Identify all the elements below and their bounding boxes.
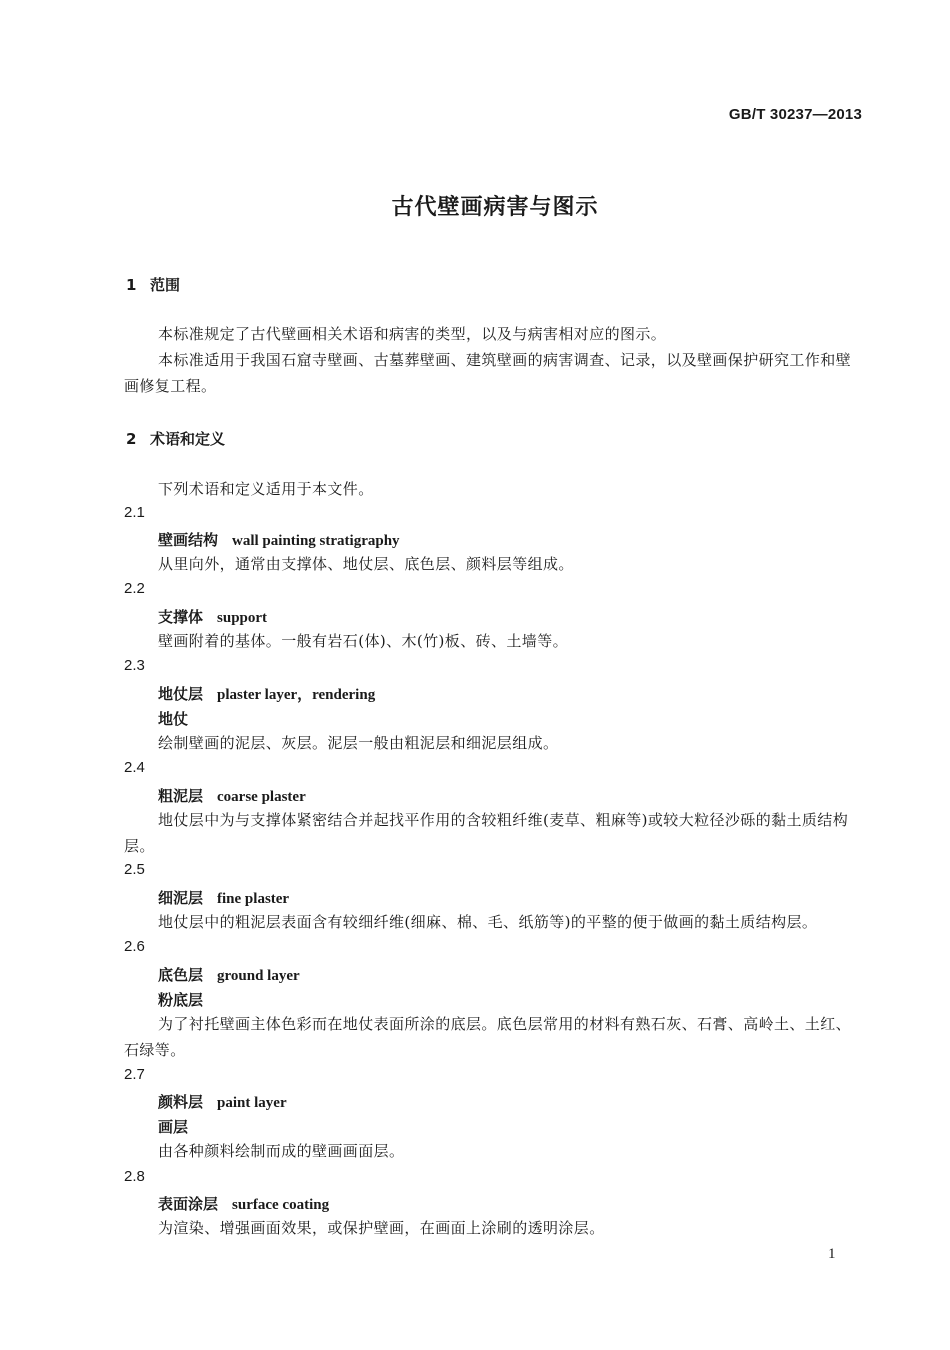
term [158, 529, 400, 550]
definition: 从里向外，通常由支撑体、地仗层、底色层、颜料层等组成。 [158, 555, 574, 573]
section-title: 范围 [150, 276, 181, 294]
section-1-heading [126, 274, 180, 295]
term-en: coarse plaster [217, 789, 306, 805]
term-zh: 支撑体 [158, 608, 204, 626]
definition: 地仗层中为与支撑体紧密结合并起找平作用的含较粗纤维(麦草、粗麻等)或较大粒径沙砾的黏土质结构层。 [124, 811, 849, 855]
term-en: support [217, 610, 268, 626]
definition: 绘制壁画的泥层、灰层。泥层一般由粗泥层和细泥层组成。 [158, 734, 559, 752]
term [158, 964, 300, 985]
term [158, 606, 267, 627]
document-title: 古代壁画病害与图示 [391, 195, 599, 220]
definition: 地仗层中的粗泥层表面含有较细纤维(细麻、棉、毛、纸筋等)的平整的便于做画的黏土质结构层。 [158, 913, 818, 931]
section-2-heading [126, 428, 225, 449]
term [158, 1193, 329, 1214]
term [158, 1091, 287, 1112]
paragraph: 本标准适用于我国石窟寺壁画、古墓葬壁画、建筑壁画的病害调查、记录，以及壁画保护研究工作和壁画修复工程。 [124, 351, 852, 395]
term-zh: 粗泥层 [158, 787, 204, 805]
term-en: plaster layer，rendering [217, 687, 376, 703]
definition: 由各种颜料绘制而成的壁画画面层。 [158, 1142, 405, 1160]
clause-number: 2.6 [124, 938, 145, 955]
clause-number: 2.7 [124, 1066, 145, 1083]
synonym: 地仗 [158, 710, 189, 728]
term-zh: 细泥层 [158, 889, 204, 907]
definition: 为渲染、增强画面效果，或保护壁画，在画面上涂刷的透明涂层。 [158, 1219, 605, 1237]
clause-number: 2.4 [124, 759, 145, 776]
clause-number: 2.8 [124, 1168, 145, 1185]
synonym: 画层 [158, 1118, 189, 1136]
page-number: 1 [828, 1246, 836, 1262]
section-number: 2 [126, 430, 137, 448]
synonym: 粉底层 [158, 991, 204, 1009]
term [158, 683, 375, 704]
term-zh: 表面涂层 [158, 1195, 219, 1213]
section-number: 1 [126, 276, 137, 294]
clause-number: 2.2 [124, 580, 145, 597]
standard-code: GB/T 30237—2013 [728, 106, 862, 123]
term [158, 785, 306, 806]
section-title: 术语和定义 [150, 430, 226, 448]
term-zh: 底色层 [158, 966, 204, 984]
definition: 为了衬托壁画主体色彩而在地仗表面所涂的底层。底色层常用的材料有熟石灰、石膏、高岭土、土红、石绿等。 [124, 1015, 852, 1059]
clause-number: 2.5 [124, 861, 145, 878]
section-intro: 下列术语和定义适用于本文件。 [158, 480, 374, 498]
term-en: wall painting stratigraphy [232, 533, 400, 549]
term [158, 887, 289, 908]
term-zh: 颜料层 [158, 1093, 204, 1111]
paragraph: 本标准规定了古代壁画相关术语和病害的类型，以及与病害相对应的图示。 [158, 325, 667, 343]
clause-number: 2.3 [124, 657, 145, 674]
term-en: ground layer [217, 968, 300, 984]
term-zh: 地仗层 [158, 685, 204, 703]
term-en: fine plaster [217, 891, 290, 907]
definition: 壁画附着的基体。一般有岩石(体)、木(竹)板、砖、土墙等。 [158, 632, 569, 650]
term-en: paint layer [217, 1095, 287, 1111]
term-zh: 壁画结构 [158, 531, 219, 549]
term-en: surface coating [232, 1197, 330, 1213]
clause-number: 2.1 [124, 504, 145, 521]
